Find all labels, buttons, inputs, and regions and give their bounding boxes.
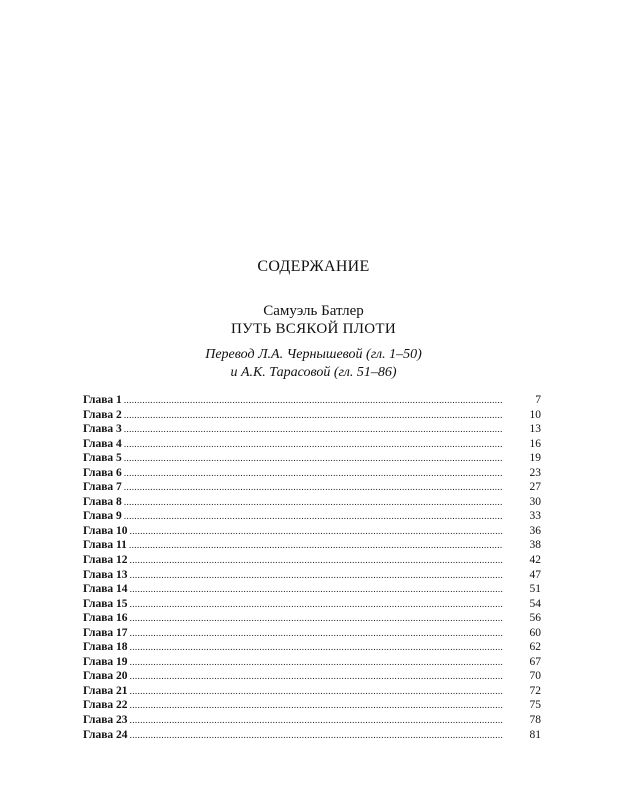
toc-entry[interactable] [83, 582, 541, 597]
toc-entry-label: Глава 19 [83, 655, 128, 668]
toc-entry[interactable] [83, 509, 541, 524]
toc-entry-page: 54 [529, 597, 541, 610]
toc-entry-label: Глава 3 [83, 423, 122, 436]
dot-leader [130, 597, 503, 612]
dot-leader [130, 553, 503, 568]
toc-entry-label: Глава 2 [83, 408, 122, 421]
table-of-contents [83, 393, 541, 742]
toc-entry[interactable] [83, 422, 541, 437]
translation-credit-1: Перевод Л.А. Чернышевой (гл. 1–50) [205, 347, 422, 362]
toc-entry[interactable] [83, 451, 541, 466]
toc-entry-page: 67 [529, 655, 541, 668]
dot-leader [130, 640, 503, 655]
toc-entry-page: 70 [529, 670, 541, 683]
toc-entry-page: 56 [529, 612, 541, 625]
dot-leader [124, 422, 503, 437]
toc-entry-page: 42 [529, 554, 541, 567]
dot-leader [130, 728, 503, 743]
toc-entry-label: Глава 4 [83, 437, 122, 450]
dot-leader [124, 509, 503, 524]
toc-entry-page: 75 [529, 699, 541, 712]
dot-leader [124, 393, 503, 408]
toc-entry-label: Глава 6 [83, 466, 122, 479]
toc-entry-page: 36 [529, 524, 541, 537]
toc-entry-page: 7 [535, 394, 541, 406]
toc-entry-label: Глава 13 [83, 568, 128, 581]
toc-entry-page: 38 [529, 539, 541, 552]
toc-entry[interactable] [83, 626, 541, 641]
dot-leader [129, 538, 503, 553]
toc-entry-page: 60 [529, 626, 541, 639]
toc-entry[interactable] [83, 655, 541, 670]
toc-entry-page: 62 [529, 641, 541, 654]
toc-entry[interactable] [83, 524, 541, 539]
book-title: ПУТЬ ВСЯКОЙ ПЛОТИ [231, 321, 396, 337]
toc-entry-label: Глава 9 [83, 510, 122, 523]
dot-leader [130, 626, 503, 641]
toc-entry[interactable] [83, 684, 541, 699]
toc-entry[interactable] [83, 553, 541, 568]
toc-entry-page: 30 [529, 495, 541, 508]
dot-leader [124, 466, 503, 481]
toc-entry[interactable] [83, 713, 541, 728]
toc-entry-label: Глава 24 [83, 728, 128, 741]
dot-leader [130, 524, 503, 539]
page-heading: СОДЕРЖАНИЕ [257, 258, 370, 275]
toc-entry-label: Глава 1 [83, 394, 122, 406]
toc-entry-page: 10 [529, 408, 541, 421]
toc-entry[interactable] [83, 728, 541, 743]
toc-entry[interactable] [83, 597, 541, 612]
dot-leader [130, 669, 503, 684]
toc-entry-label: Глава 10 [83, 524, 128, 537]
toc-entry-label: Глава 7 [83, 481, 122, 494]
toc-entry-page: 19 [529, 452, 541, 465]
author-name: Самуэль Батлер [263, 303, 364, 319]
toc-entry[interactable] [83, 437, 541, 452]
translation-credit-2: и А.К. Тарасовой (гл. 51–86) [230, 365, 397, 380]
toc-entry-page: 23 [529, 466, 541, 479]
dot-leader [124, 408, 503, 423]
toc-entry-page: 72 [529, 684, 541, 697]
dot-leader [130, 655, 503, 670]
toc-entry[interactable] [83, 495, 541, 510]
toc-entry-label: Глава 15 [83, 597, 128, 610]
dot-leader [124, 480, 503, 495]
toc-entry[interactable] [83, 698, 541, 713]
dot-leader [124, 451, 503, 466]
toc-entry[interactable] [83, 611, 541, 626]
toc-entry-page: 16 [529, 437, 541, 450]
toc-entry-label: Глава 20 [83, 670, 128, 683]
dot-leader [130, 684, 503, 699]
dot-leader [130, 568, 503, 583]
toc-entry-label: Глава 18 [83, 641, 128, 654]
toc-entry[interactable] [83, 538, 541, 553]
toc-entry-page: 33 [529, 510, 541, 523]
toc-entry-page: 78 [529, 714, 541, 727]
toc-entry-label: Глава 14 [83, 583, 128, 596]
toc-entry-label: Глава 8 [83, 495, 122, 508]
toc-entry-label: Глава 17 [83, 626, 128, 639]
toc-entry-page: 13 [529, 423, 541, 436]
dot-leader [130, 582, 503, 597]
toc-entry[interactable] [83, 669, 541, 684]
toc-entry[interactable] [83, 480, 541, 495]
toc-entry[interactable] [83, 466, 541, 481]
toc-entry-page: 81 [529, 728, 541, 741]
dot-leader [130, 713, 503, 728]
toc-entry-label: Глава 5 [83, 452, 122, 465]
toc-entry-label: Глава 22 [83, 699, 128, 712]
toc-entry-label: Глава 23 [83, 714, 128, 727]
dot-leader [124, 437, 503, 452]
dot-leader [130, 698, 503, 713]
dot-leader [130, 611, 503, 626]
toc-entry[interactable] [83, 640, 541, 655]
toc-entry-page: 51 [529, 583, 541, 596]
dot-leader [124, 495, 503, 510]
toc-entry-label: Глава 12 [83, 554, 128, 567]
toc-entry-page: 27 [529, 481, 541, 494]
toc-entry-label: Глава 16 [83, 612, 128, 625]
toc-entry[interactable] [83, 393, 541, 408]
toc-entry[interactable] [83, 408, 541, 423]
toc-entry-label: Глава 11 [83, 539, 127, 552]
toc-entry[interactable] [83, 568, 541, 583]
toc-entry-label: Глава 21 [83, 684, 128, 697]
toc-entry-page: 47 [529, 568, 541, 581]
